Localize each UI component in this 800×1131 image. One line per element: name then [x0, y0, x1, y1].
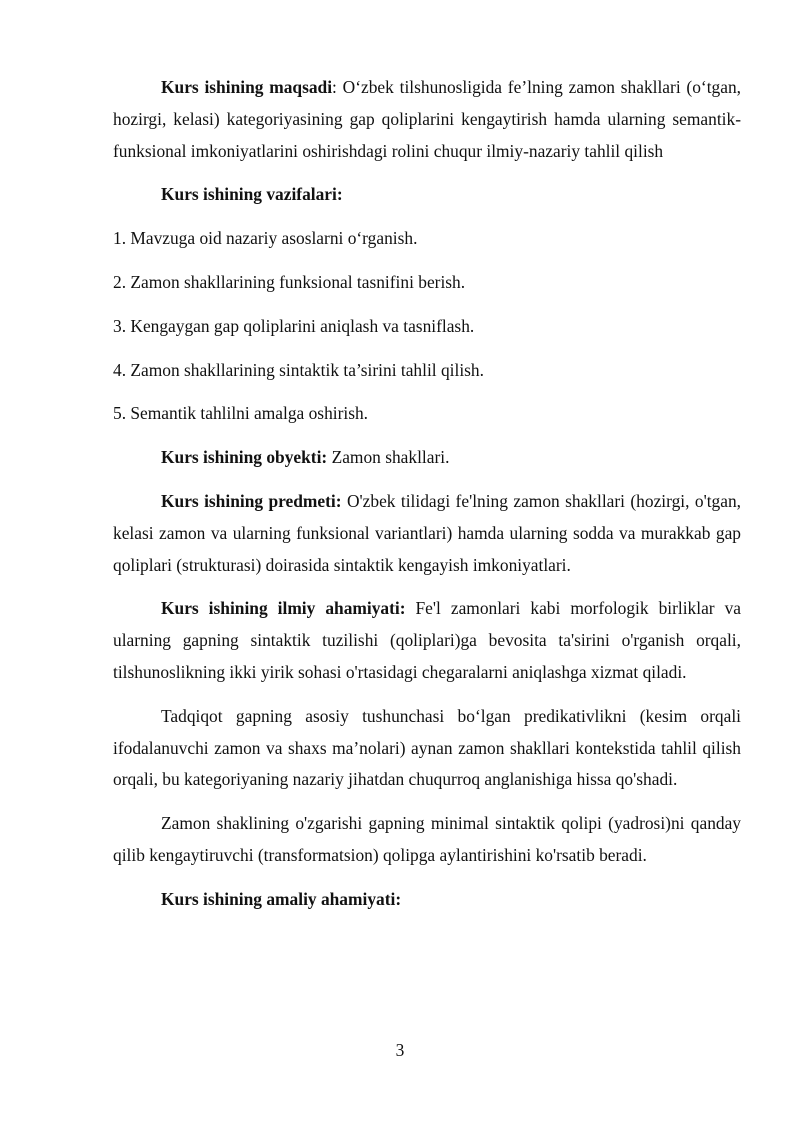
paragraph-zamon-shakli: Zamon shaklining o'zgarishi gapning minimal sintaktik qolipi (yadrosi)ni qanday qilib kengaytiruvchi (transformatsion) qolipga aylantirishini ko'rsatib beradi.	[113, 813, 741, 865]
text-obyekt: Zamon shakllari.	[327, 447, 450, 468]
list-item: 2. Zamon shakllarining funksional tasnifini berish.	[113, 271, 466, 292]
text-predmet: O'zbek tilidagi fe'lning zamon shakllari (hozirgi, o'tgan, kelasi zamon va ularning funksional variantlari) hamda ularning sodda va murakkab gap qoliplari (strukturasi) doirasida sintaktik kengayish imkoniyatlari.	[113, 490, 741, 575]
heading-maqsad: Kurs ishining maqsadi	[161, 77, 333, 97]
heading-vazifalar: Kurs ishining vazifalari:	[161, 184, 343, 205]
list-item: 1. Mavzuga oid nazariy asoslarni o‘rganish.	[113, 228, 418, 249]
paragraph-predmet	[113, 486, 741, 581]
page-number: 3	[395, 1040, 405, 1060]
paragraph-amaliy	[113, 884, 741, 916]
list-item: 5. Semantik tahlilni amalga oshirish.	[113, 403, 369, 424]
list-item: 4. Zamon shakllarining sintaktik ta’sirini tahlil qilish.	[113, 359, 484, 380]
heading-amaliy: Kurs ishining amaliy ahamiyati:	[161, 888, 402, 909]
paragraph-ilmiy	[113, 593, 741, 688]
paragraph-tadqiqot: Tadqiqot gapning asosiy tushunchasi bo‘lgan predikativlikni (kesim orqali ifodalanuvchi zamon va shaxs ma’nolari) aynan zamon shakllari kontekstida tahlil qilish orqali, bu kategoriyaning nazariy jihatdan chuqurroq anglanishiga hissa qo'shadi.	[113, 705, 741, 790]
heading-ilmiy: Kurs ishining ilmiy ahamiyati:	[161, 598, 406, 619]
heading-predmet: Kurs ishining predmeti:	[161, 490, 342, 511]
vazifalar-list	[113, 223, 741, 430]
text-maqsad: : O‘zbek tilshunosligida fe’lning zamon shakllari (o‘tgan, hozirgi, kelasi) kategoriyasining gap qoliplarini kengaytirish hamda ularning semantik-funksional imkoniyatlarini oshirishdagi rolini chuqur ilmiy-nazariy tahlil qilish	[113, 77, 741, 161]
text-ilmiy: Fe'l zamonlari kabi morfologik birliklar va ularning gapning sintaktik tuzilishi (qoliplari)ga bevosita ta'sirini o'rganish orqali, tilshunoslikning ikki yirik sohasi o'rtasidagi chegaralarni aniqlashga xizmat qiladi.	[113, 598, 741, 682]
heading-obyekt: Kurs ishining obyekti:	[161, 447, 328, 468]
paragraph-obyekt	[113, 442, 741, 474]
paragraph-maqsad	[113, 72, 741, 167]
page-content	[113, 72, 741, 928]
paragraph-vazifalar-heading	[113, 179, 741, 211]
list-item: 3. Kengaygan gap qoliplarini aniqlash va tasniflash.	[113, 315, 475, 336]
